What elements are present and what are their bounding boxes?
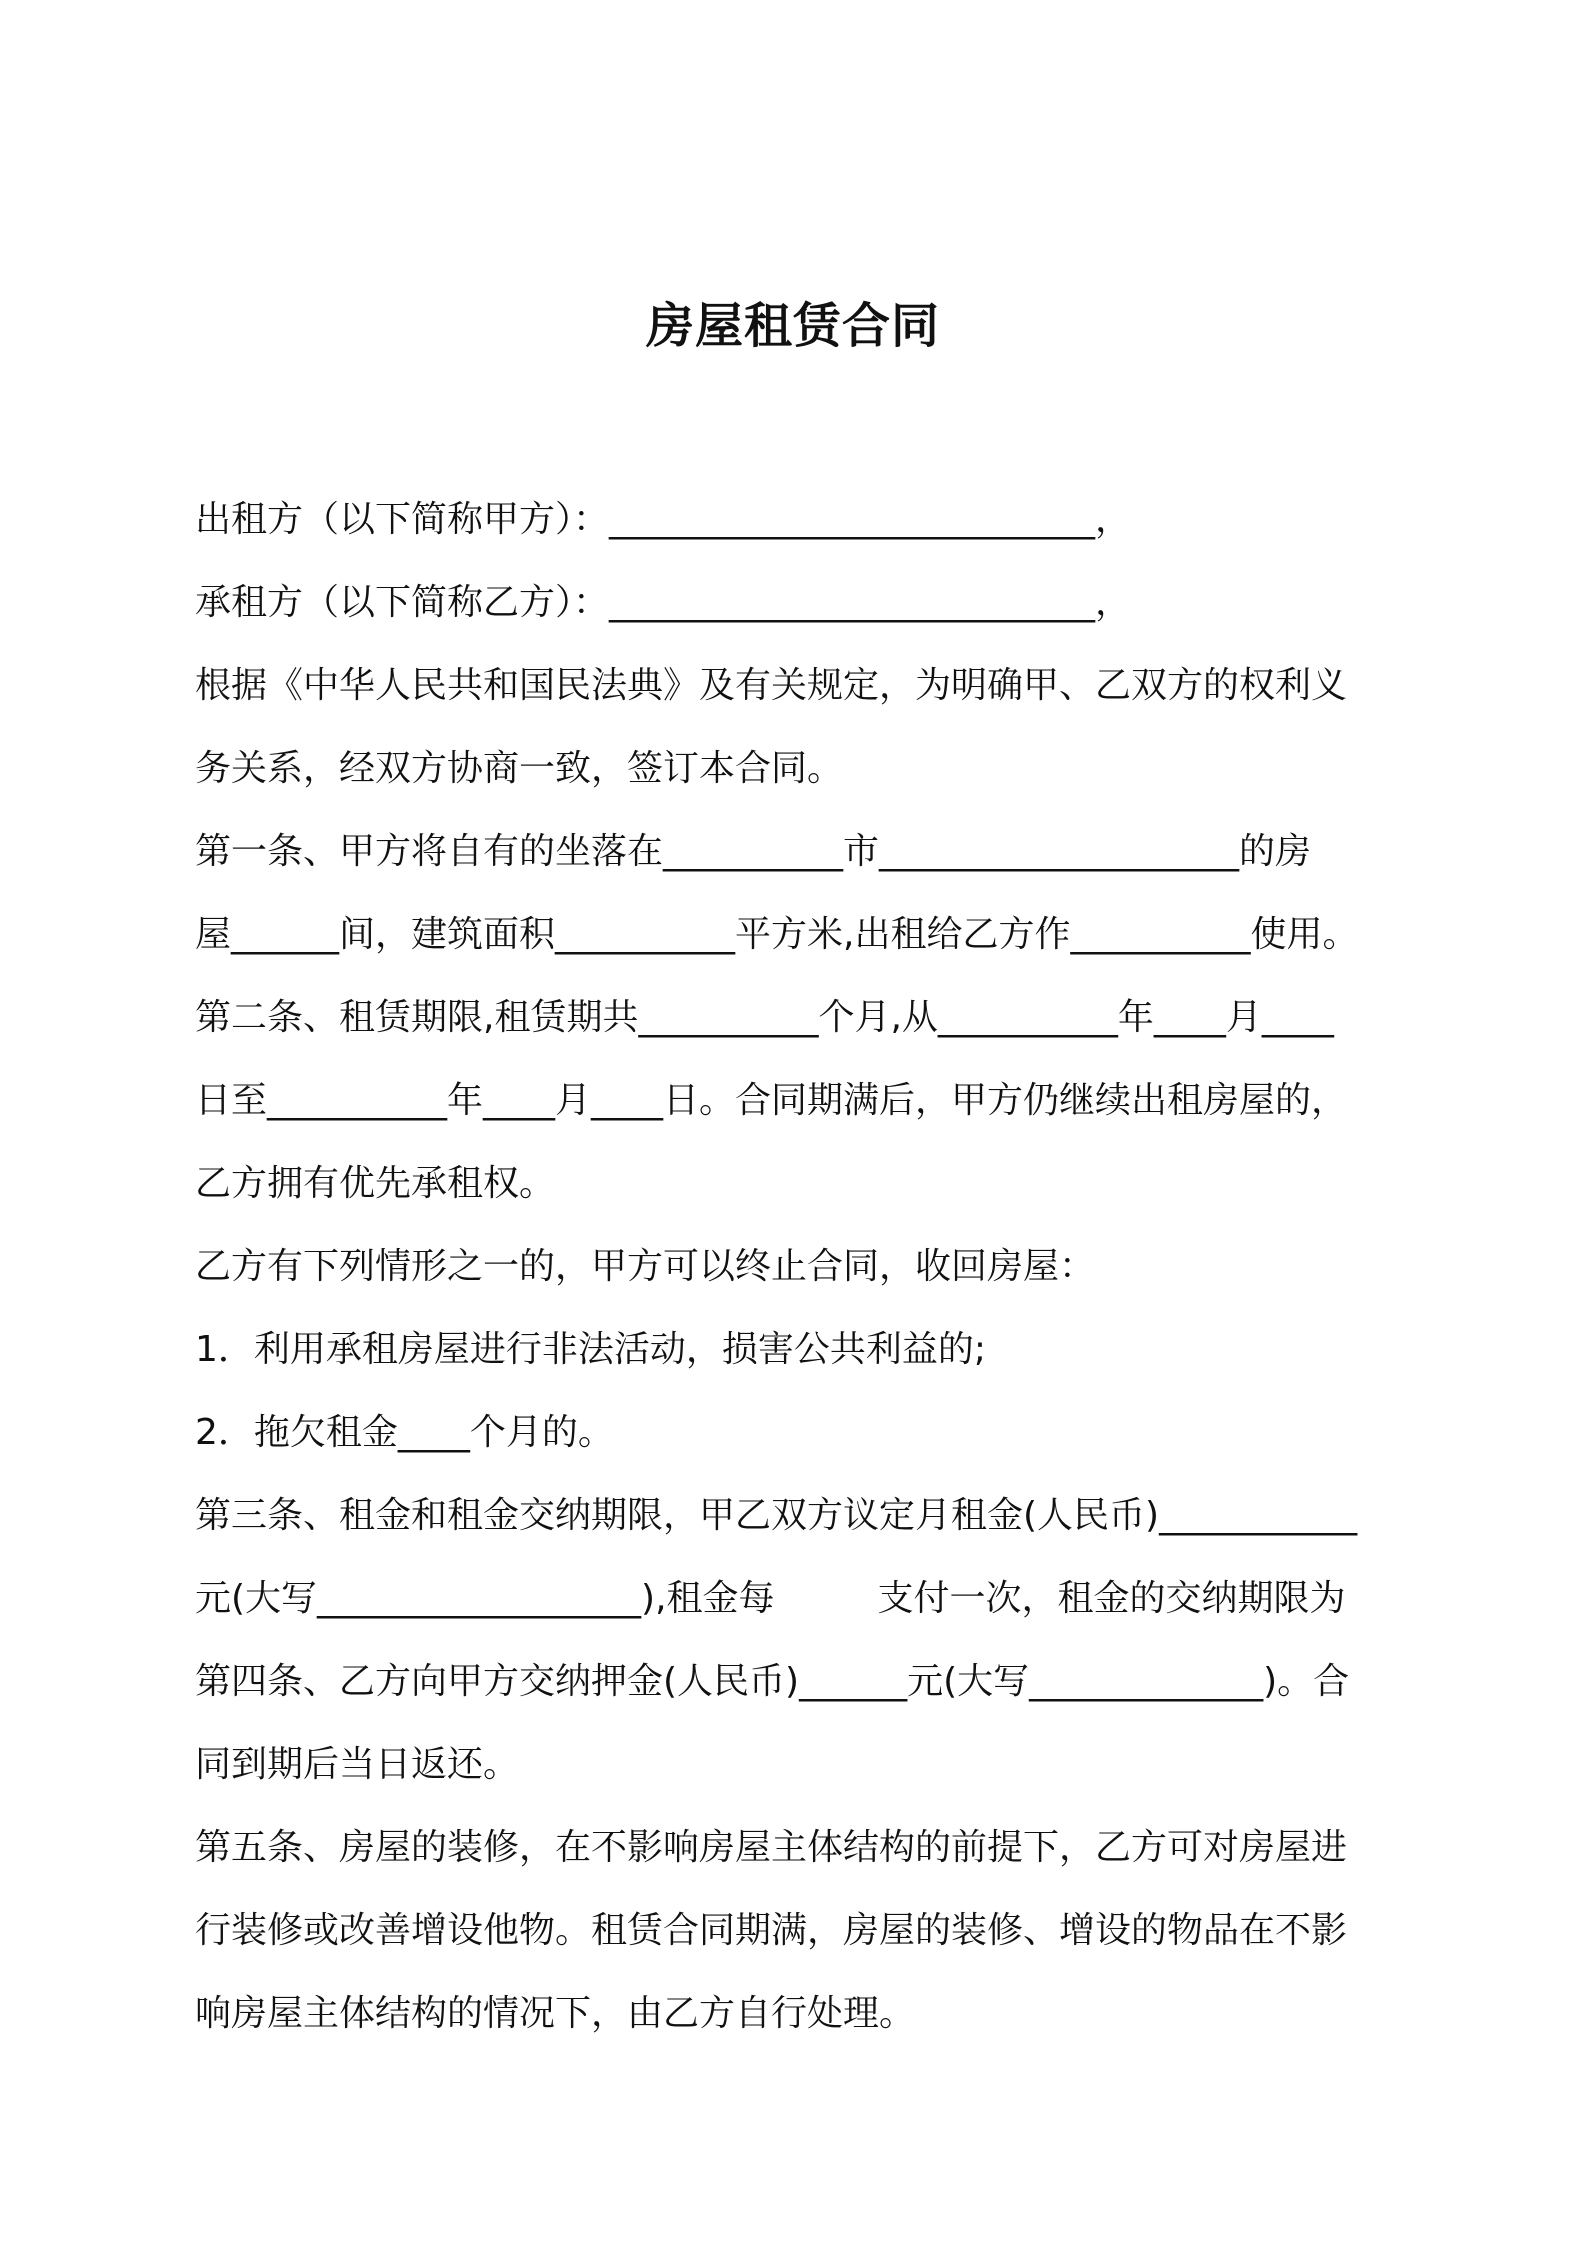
article-5-line-3: 响房屋主体结构的情况下，由乙方自行处理。 [195,1993,916,2034]
article-4-line-1: 第四条、乙方向甲方交纳押金(人民币)______元(大写_____________)。合 [195,1661,1350,1702]
document-title: 房屋租赁合同 [645,298,940,354]
article-1-line-2: 屋______间，建筑面积__________平方米,出租给乙方作__________使用。 [195,914,1359,955]
article-4-line-2: 同到期后当日返还。 [195,1744,520,1785]
article-3-line-2: 元(大写__________________),租金每 支付一次，租金的交纳期限为 [195,1578,1346,1619]
lessor-line: 出租方（以下简称甲方）：___________________________， [195,499,1132,540]
preamble-line-1: 根据《中华人民共和国民法典》及有关规定，为明确甲、乙双方的权利义 [195,665,1348,706]
article-3-line-1: 第三条、租金和租金交纳期限，甲乙双方议定月租金(人民币)___________ [195,1495,1358,1536]
termination-item-2: 2．拖欠租金____个月的。 [195,1412,614,1453]
termination-intro: 乙方有下列情形之一的，甲方可以终止合同，收回房屋： [195,1246,1096,1287]
article-5-line-2: 行装修或改善增设他物。租赁合同期满，房屋的装修、增设的物品在不影 [195,1910,1348,1951]
article-2-line-3: 乙方拥有优先承租权。 [195,1163,556,1204]
contract-body [195,478,1405,2055]
article-5-line-1: 第五条、房屋的装修，在不影响房屋主体结构的前提下，乙方可对房屋进 [195,1827,1348,1868]
preamble-line-2: 务关系，经双方协商一致，签订本合同。 [195,748,844,789]
article-1-line-1: 第一条、甲方将自有的坐落在__________市____________________的房 [195,831,1312,872]
article-2-line-2: 日至__________年____月____日。合同期满后，甲方仍继续出租房屋的， [195,1080,1348,1121]
article-2-line-1: 第二条、租赁期限,租赁期共__________个月,从__________年____月____ [195,997,1334,1038]
termination-item-1: 1．利用承租房屋进行非法活动，损害公共利益的; [195,1329,987,1370]
lessee-line: 承租方（以下简称乙方）：___________________________， [195,582,1132,623]
